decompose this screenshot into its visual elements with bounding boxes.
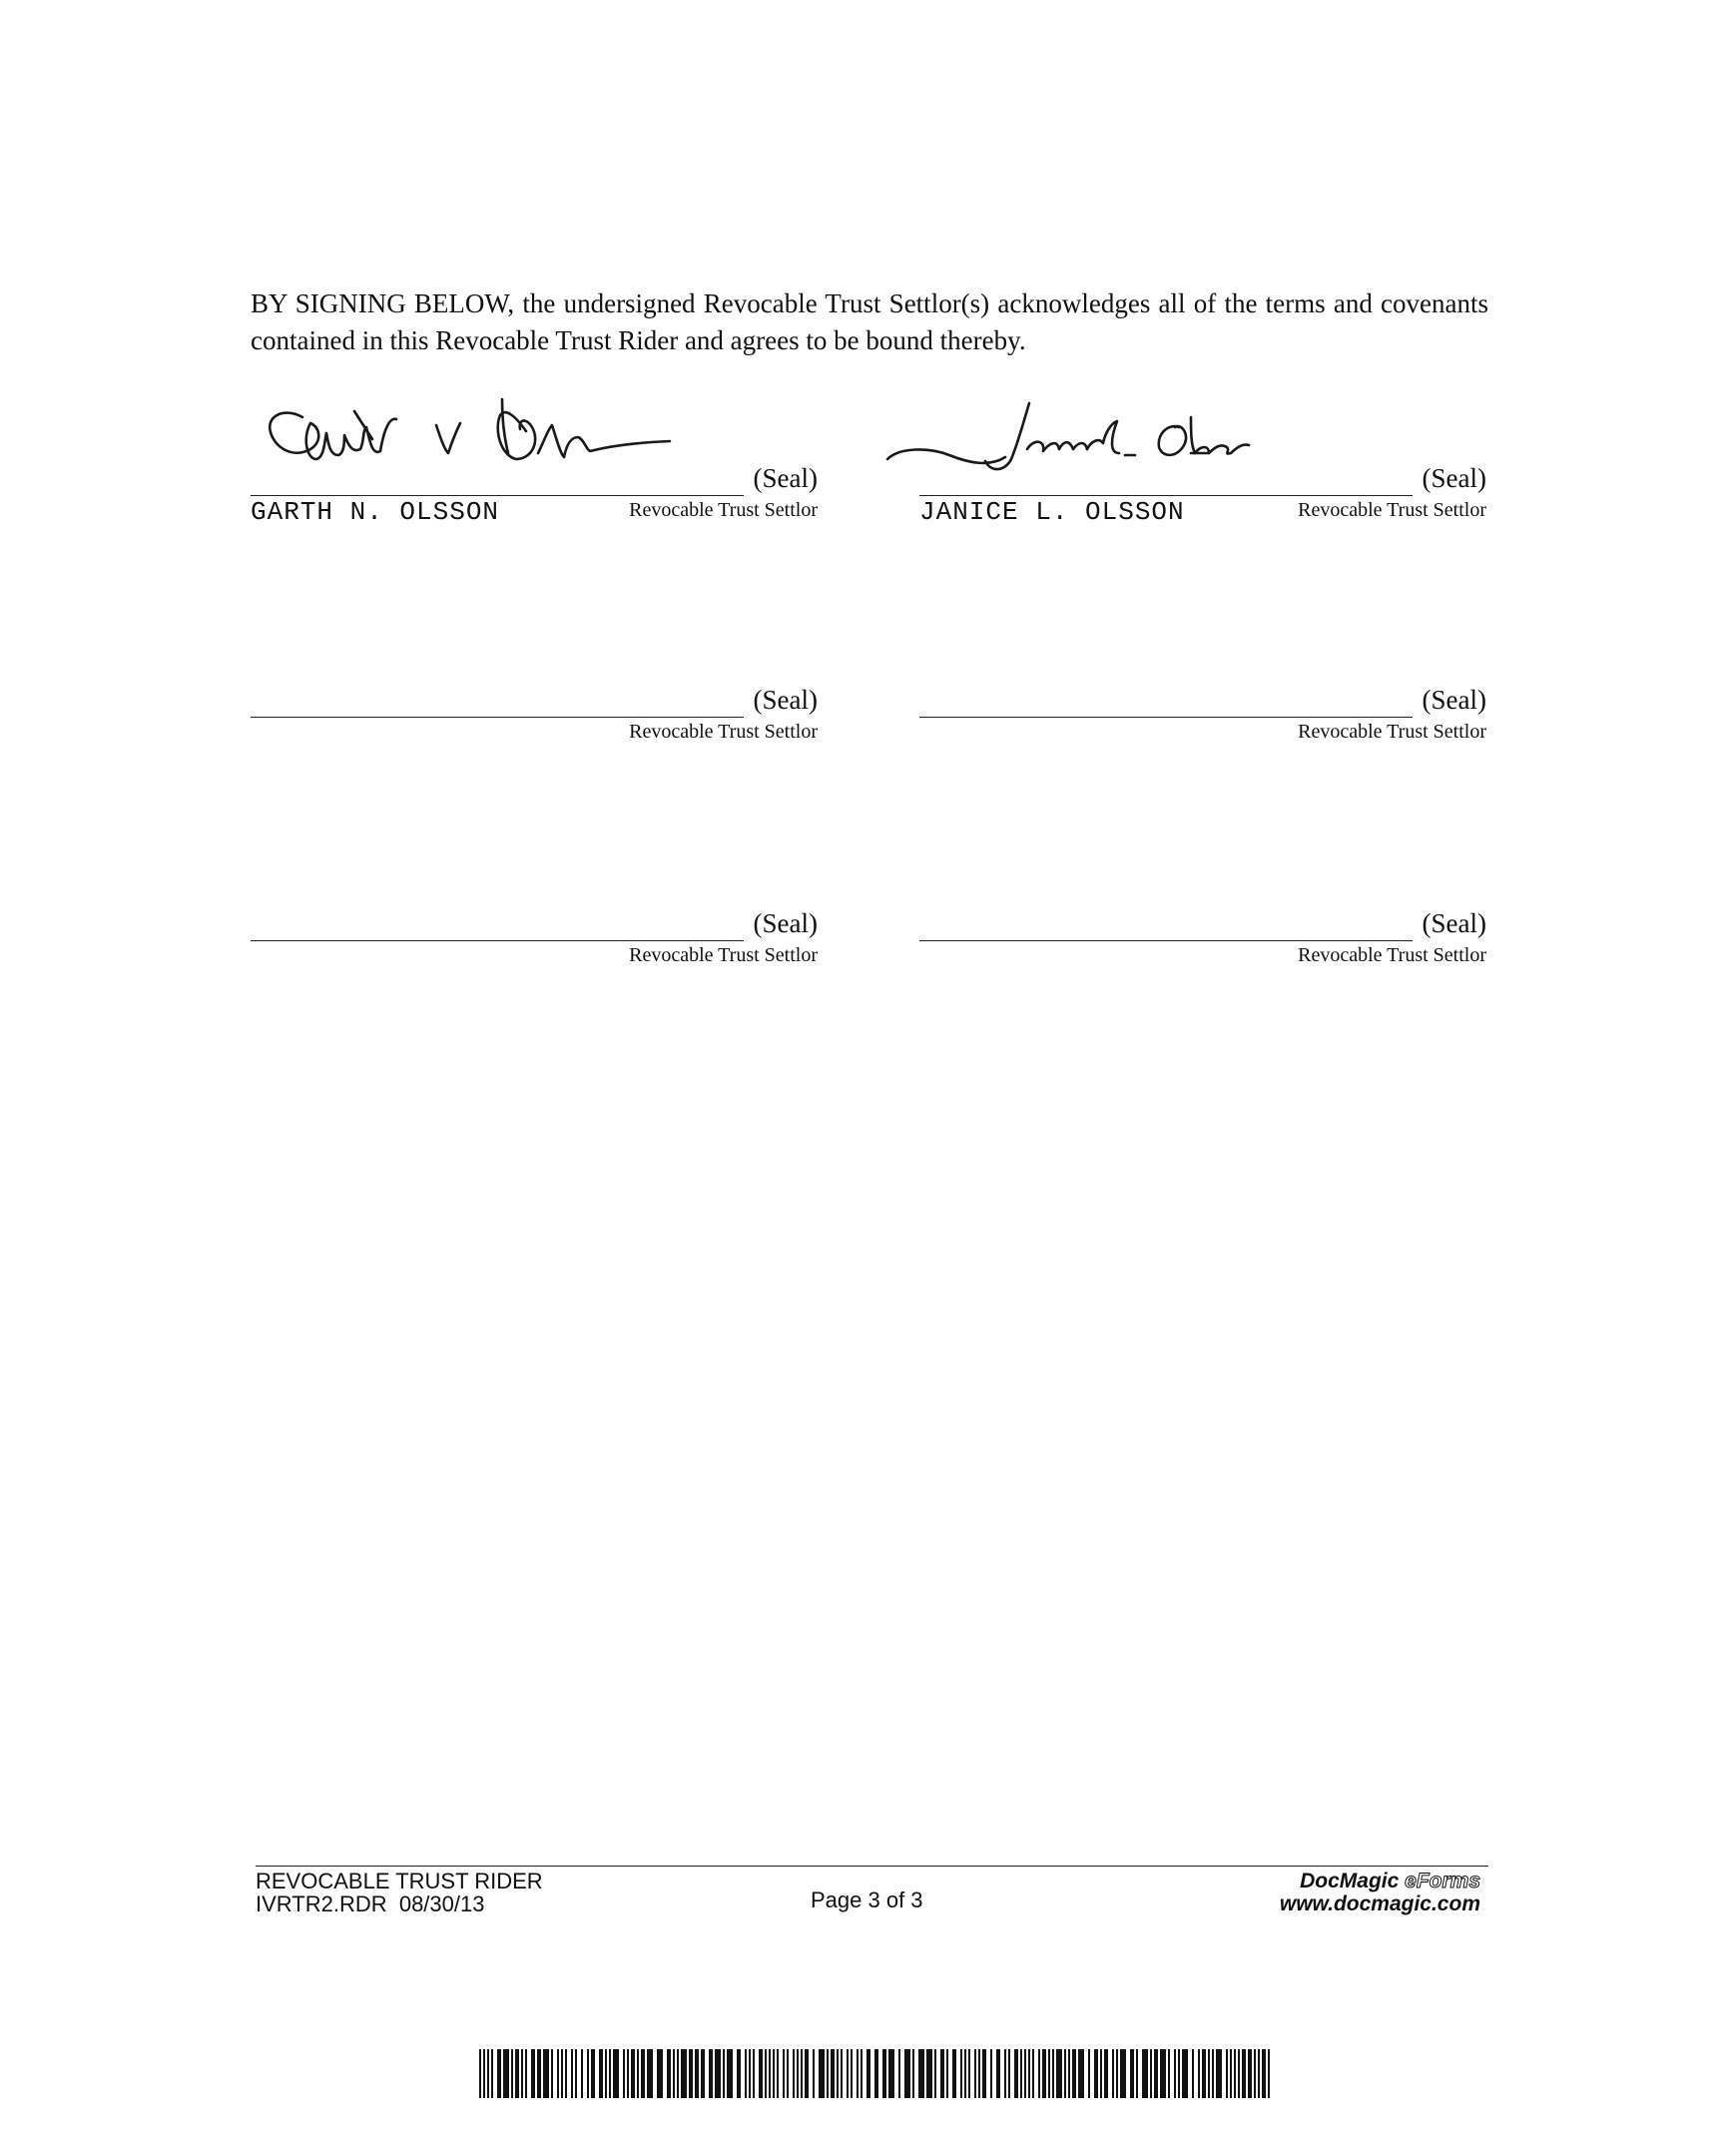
seal-label: (Seal) [1422, 685, 1486, 715]
barcode-icon [479, 2049, 1273, 2098]
page-number: Page 3 of 3 [811, 1887, 923, 1912]
signer-name: GARTH N. OLSSON [251, 497, 500, 527]
role-label: Revocable Trust Settlor [1298, 944, 1486, 966]
signature-block-4 [919, 659, 1488, 749]
form-code: IVRTR2.RDR 08/30/13 [256, 1891, 485, 1916]
signature-garth-image [241, 397, 700, 502]
role-label: Revocable Trust Settlor [1298, 721, 1486, 743]
signature-line [919, 495, 1413, 496]
role-label: Revocable Trust Settlor [1298, 499, 1486, 521]
signature-line [251, 717, 744, 718]
signer-name: JANICE L. OLSSON [919, 497, 1185, 527]
seal-label: (Seal) [753, 908, 818, 938]
signature-block-janice [919, 437, 1488, 527]
brand-suffix: eForms [1405, 1870, 1480, 1892]
signature-block-6 [919, 882, 1488, 972]
signature-block-3 [251, 659, 820, 749]
signature-block-5 [251, 882, 820, 972]
footer-form-info [256, 1870, 543, 1915]
signature-block-garth [251, 437, 820, 527]
seal-label: (Seal) [753, 685, 818, 715]
brand-website: www.docmagic.com [1279, 1892, 1480, 1915]
signature-line [251, 940, 744, 941]
role-label: Revocable Trust Settlor [629, 944, 818, 966]
intro-paragraph: BY SIGNING BELOW, the undersigned Revocable Trust Settlor(s) acknowledges all of the terms and covenants contained in this Revocable Trust Rider and agrees to be bound thereby. [251, 288, 1488, 355]
seal-label: (Seal) [1422, 463, 1486, 493]
footer-rule [256, 1866, 1488, 1867]
footer-brand [1280, 1870, 1480, 1915]
signature-janice-image [860, 397, 1359, 502]
role-label: Revocable Trust Settlor [629, 721, 818, 743]
seal-label: (Seal) [753, 463, 818, 493]
signature-line [919, 717, 1413, 718]
role-label: Revocable Trust Settlor [629, 499, 818, 521]
form-title: REVOCABLE TRUST RIDER [256, 1869, 543, 1893]
seal-label: (Seal) [1422, 908, 1486, 938]
signature-line [919, 940, 1413, 941]
signature-line [251, 495, 744, 496]
brand-name: DocMagic [1300, 1870, 1400, 1892]
brand-line [1280, 1870, 1480, 1892]
